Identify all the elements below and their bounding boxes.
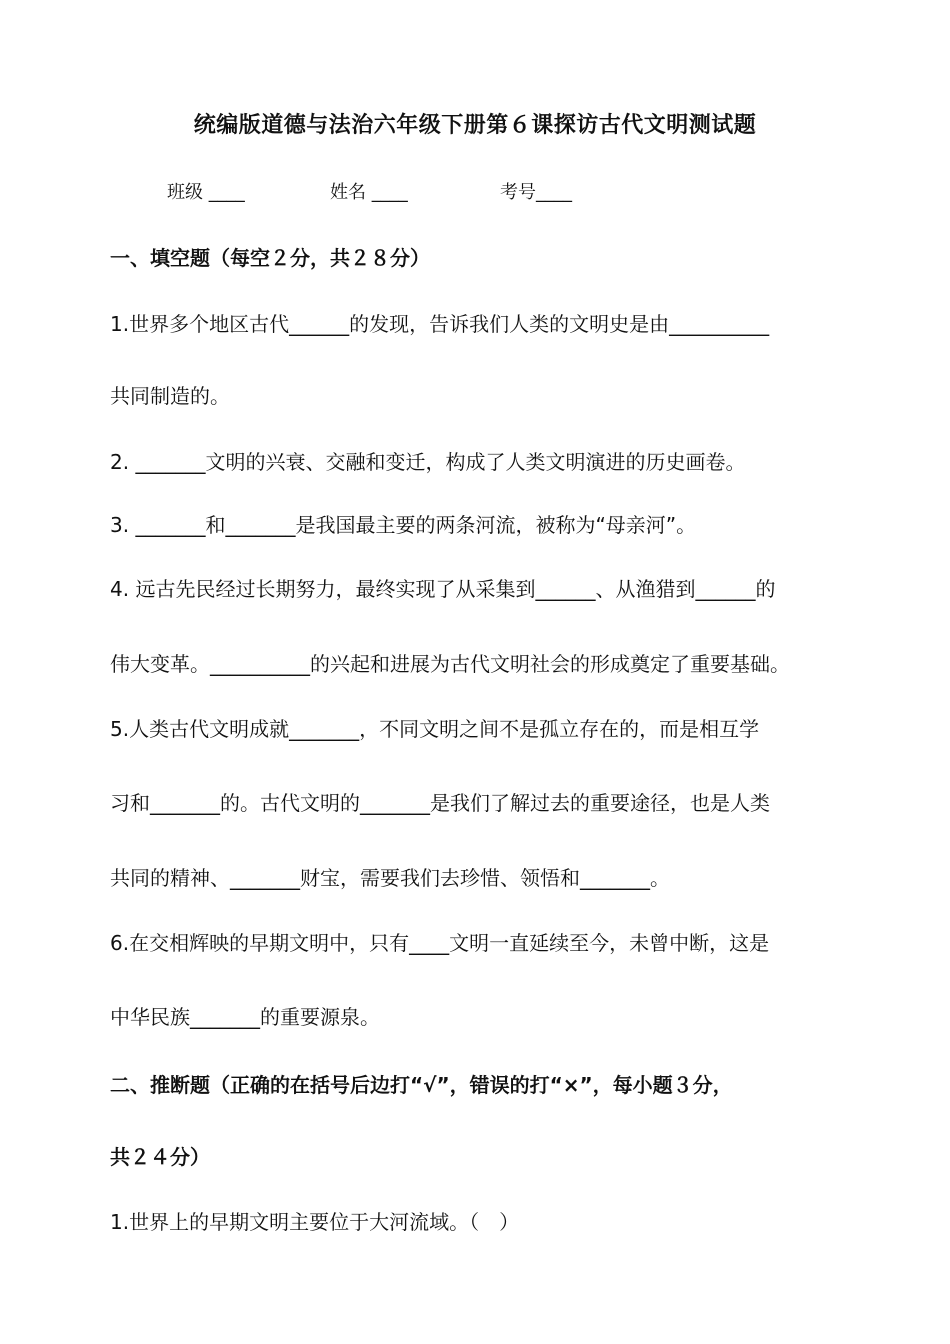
number-field-label: 考号____ — [500, 182, 572, 203]
question-line: 6.在交相辉映的早期文明中，只有____文明一直延续至今，未曾中断，这是 — [110, 931, 770, 955]
question-line: 4. 远古先民经过长期努力，最终实现了从采集到______、从渔猎到______的 — [110, 577, 776, 601]
question-line: 伟大变革。__________的兴起和进展为古代文明社会的形成奠定了重要基础。 — [110, 652, 790, 676]
question-line: 习和_______的。古代文明的_______是我们了解过去的重要途径，也是人类 — [110, 791, 770, 815]
question-line: 1.世界多个地区古代______的发现，告诉我们人类的文明史是由__________ — [110, 312, 770, 336]
question-line: 共同制造的。 — [110, 384, 230, 408]
name-field-label: 姓名 ____ — [330, 182, 408, 203]
section2-heading: 二、推断题（正确的在括号后边打“√”，错误的打“×”，每小题３分， — [110, 1073, 733, 1097]
question-line: 3. _______和_______是我国最主要的两条河流，被称为“母亲河”。 — [110, 513, 697, 537]
document-title: 统编版道德与法治六年级下册第６课探访古代文明测试题 — [193, 113, 757, 138]
question-line: 2. _______文明的兴衰、交融和变迁，构成了人类文明演进的历史画卷。 — [110, 450, 746, 474]
question-line: 5.人类古代文明成就_______，不同文明之间不是孤立存在的，而是相互学 — [110, 717, 760, 741]
section1-heading: 一、填空题（每空２分，共２８分） — [110, 246, 430, 270]
question-line: 中华民族_______的重要源泉。 — [110, 1005, 380, 1029]
question-line: 1.世界上的早期文明主要位于大河流域。（ ） — [110, 1210, 520, 1234]
class-field-label: 班级 ____ — [167, 182, 245, 203]
section2-heading-continued: 共２４分） — [110, 1145, 210, 1169]
question-line: 共同的精神、_______财宝，需要我们去珍惜、领悟和_______。 — [110, 866, 670, 890]
